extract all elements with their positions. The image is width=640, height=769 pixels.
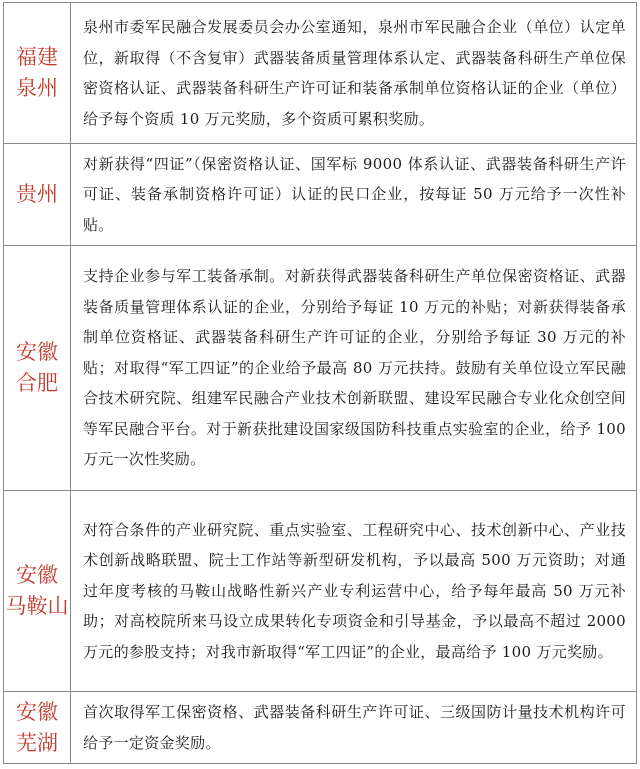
policy-text: 泉州市委军民融合发展委员会办公室通知，泉州市军民融合企业（单位）认定单位，新取得（不含复审）武器装备质量管理体系认定、武器装备科研生产单位保密资格认证、武器装备科研生产许可证和装备承制单位资格认证的企业（单位）给予每个资质 10 万元奖励，多个资质可累积奖励。 — [71, 3, 637, 144]
region-cell — [4, 246, 71, 491]
region-province: 安徽 — [16, 699, 58, 724]
region-city: 马鞍山 — [5, 594, 69, 618]
region-province: 安徽 — [16, 340, 58, 364]
region-province: 安徽 — [16, 563, 58, 587]
region-province: 贵州 — [16, 182, 58, 206]
table-row — [4, 692, 637, 764]
region-city: 合肥 — [16, 371, 58, 395]
table-row — [4, 3, 637, 144]
policy-text: 对符合条件的产业研究院、重点实验室、工程研究中心、技术创新中心、产业技术创新战略联盟、院士工作站等新型研发机构，予以最高 500 万元资助；对通过年度考核的马鞍山战略性新兴产业专利运营中心，给予每年最高 50 万元补助；对高校院所来马设立成果转化专项资金和引导基金，予以最高不超过 2000 万元的参股支持；对我市新取得“军工四证”的企业，最高给予 100 万元奖励。 — [71, 491, 637, 692]
policy-table — [3, 2, 637, 764]
table-row — [4, 491, 637, 692]
region-city: 泉州 — [16, 76, 58, 100]
policy-text: 首次取得军工保密资格、武器装备科研生产许可证、三级国防计量技术机构许可给予一定资金奖励。 — [71, 692, 637, 764]
policy-text: 对新获得“四证”（保密资格认证、国军标 9000 体系认证、武器装备科研生产许可证、装备承制资格许可证）认证的民口企业，按每证 50 万元给予一次性补贴。 — [71, 144, 637, 246]
table-row — [4, 246, 637, 491]
region-city: 芜湖 — [16, 730, 58, 755]
policy-text: 支持企业参与军工装备承制。对新获得武器装备科研生产单位保密资格证、武器装备质量管理体系认证的企业，分别给予每证 10 万元的补贴；对新获得装备承制单位资格证、武器装备科研生产许可证的企业，分别给予每证 30 万元的补贴；对取得“军工四证”的企业给予最高 80 万元扶持。鼓励有关单位设立军民融合技术研究院、组建军民融合产业技术创新联盟、建设军民融合专业化众创空间等军民融合平台。对于新获批建设国家级国防科技重点实验室的企业，给予 100 万元一次性奖励。 — [71, 246, 637, 491]
table-row — [4, 144, 637, 246]
region-cell — [4, 692, 71, 764]
region-cell — [4, 3, 71, 144]
region-cell — [4, 491, 71, 692]
region-province: 福建 — [16, 45, 58, 69]
region-cell — [4, 144, 71, 246]
